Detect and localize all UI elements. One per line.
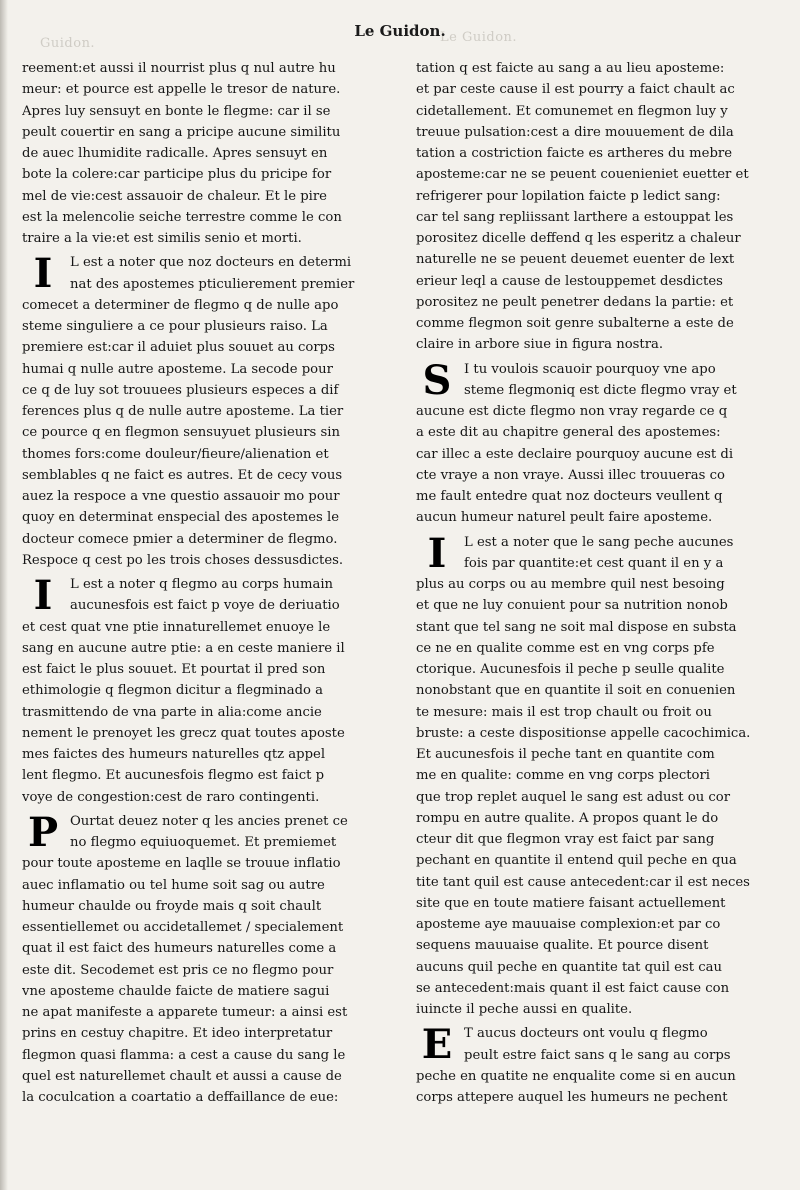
text-line: L est a noter que noz docteurs en determi bbox=[70, 255, 352, 271]
text-line: peult estre faict sans q le sang au corps bbox=[464, 1047, 731, 1063]
running-head: Le Guidon. bbox=[354, 22, 446, 40]
text-line: nonobstant que en quantite il soit en conuenien bbox=[416, 683, 736, 699]
text-line: et que ne luy conuient pour sa nutrition nonob bbox=[416, 598, 728, 614]
text-line: ethimologie q flegmon dicitur a flegminado a bbox=[22, 683, 324, 699]
drop-capital: I bbox=[33, 250, 53, 298]
bleed-through-text: Guidon. bbox=[40, 36, 96, 51]
text-line: traire a la vie:et est similis senio et morti. bbox=[22, 231, 302, 246]
text-line: thomes fors:come douleur/fieure/alienation et bbox=[22, 446, 329, 462]
text-line: aucune est dicte flegmo non vray regarde ce q bbox=[416, 404, 728, 419]
drop-capital: P bbox=[27, 808, 59, 856]
text-line: peult couertir en sang a pricipe aucune similitu bbox=[22, 124, 341, 140]
text-line: Ourtat deuez noter q les ancies prenet ce bbox=[70, 813, 348, 829]
text-line: se antecedent:mais quant il est faict cause con bbox=[416, 980, 730, 996]
text-line: humai q nulle autre aposteme. La secode pour bbox=[22, 361, 333, 377]
text-line: porositez dicelle deffend q les esperitz a chaleur bbox=[416, 231, 741, 246]
text-line: stant que tel sang ne soit mal dispose en substa bbox=[416, 619, 737, 635]
text-line: quat il est faict des humeurs naturelles come a bbox=[22, 941, 337, 957]
text-line: lent flegmo. Et aucunesfois flegmo est faict p bbox=[22, 768, 325, 784]
text-line: Apres luy sensuyt en bonte le flegme: car il se bbox=[22, 103, 331, 119]
text-line: no flegmo equiuoquemet. Et premiemet bbox=[70, 835, 337, 850]
text-line: comecet a determiner de flegmo q de nulle apo bbox=[22, 297, 339, 313]
text-line: T aucus docteurs ont voulu q flegmo bbox=[464, 1026, 708, 1042]
text-line: aposteme aye mauuaise complexion:et par co bbox=[416, 917, 721, 932]
text-line: est la melencolie seiche terrestre comme le con bbox=[22, 209, 342, 225]
text-line: treuue pulsation:cest a dire mouuement de dila bbox=[416, 124, 734, 140]
drop-capital: E bbox=[421, 1021, 453, 1069]
text-line: L est a noter que le sang peche aucunes bbox=[464, 534, 734, 550]
text-line: me en qualite: comme en vng corps plectori bbox=[416, 768, 711, 784]
text-line: L est a noter q flegmo au corps humain bbox=[70, 577, 334, 592]
right-text-column bbox=[416, 58, 782, 1111]
text-line: I tu voulois scauoir pourquoy vne apo bbox=[464, 361, 716, 377]
text-line: Et aucunesfois il peche tant en quantite com bbox=[416, 747, 715, 762]
text-line: ce pource q en flegmon sensuyuet plusieurs sin bbox=[22, 425, 340, 441]
left-text-column bbox=[22, 58, 388, 1111]
text-line: ce ne en qualite comme est en vng corps pfe bbox=[416, 640, 715, 656]
text-line: vne aposteme chaulde faicte de matiere sagui bbox=[22, 983, 330, 999]
paragraph-gap bbox=[416, 1108, 782, 1111]
text-line: car tel sang repliissant larthere a estouppat les bbox=[416, 209, 734, 225]
text-line: bruste: a ceste dispositionse appelle cacochimica. bbox=[416, 725, 751, 741]
text-line: aucuns quil peche en quantite tat quil est cau bbox=[416, 959, 722, 975]
text-line: auec inflamatio ou tel hume soit sag ou autre bbox=[22, 877, 325, 893]
text-line: quel est naturellemet chault et aussi a cause de bbox=[22, 1068, 342, 1084]
text-line: refrigerer pour lopilation faicte p ledict sang: bbox=[416, 188, 721, 204]
text-line: essentiellemet ou accidetallemet / specialement bbox=[22, 920, 344, 935]
text-line: quoy en determinat enspecial des apostemes le bbox=[22, 510, 340, 526]
bleed-through-text: Le Guidon. bbox=[440, 30, 518, 45]
text-line: bote la colere:car participe plus du pricipe for bbox=[22, 167, 332, 183]
text-line: comme flegmon soit genre subalterne a este de bbox=[416, 316, 734, 331]
text-line: et par ceste cause il est pourry a faict chault ac bbox=[416, 82, 735, 98]
text-line: et cest quat vne ptie innaturellemet enuoye le bbox=[22, 619, 331, 635]
text-line: mes faictes des humeurs naturelles qtz appel bbox=[22, 747, 326, 762]
text-line: ctorique. Aucunesfois il peche p seulle qualite bbox=[416, 662, 725, 677]
text-line: fois par quantite:et cest quant il en y a bbox=[464, 555, 724, 571]
text-line: que trop replet auquel le sang est adust ou cor bbox=[416, 789, 731, 805]
text-line: sequens mauuaise qualite. Et pource disent bbox=[416, 938, 709, 954]
text-line: reement:et aussi il nourrist plus q nul autre hu bbox=[22, 61, 336, 76]
text-line: flegmon quasi flamma: a cest a cause du sang le bbox=[22, 1047, 346, 1063]
text-line: docteur comece pmier a determiner de flegmo. bbox=[22, 531, 338, 547]
text-line: ne apat manifeste a apparete tumeur: a ainsi est bbox=[22, 1005, 348, 1020]
text-line: trasmittendo de vna parte in alia:come ancie bbox=[22, 704, 322, 720]
paragraph bbox=[22, 252, 388, 571]
text-line: voye de congestion:cest de raro contingenti. bbox=[22, 789, 320, 805]
text-line: Respoce q cest po les trois choses dessusdictes. bbox=[22, 552, 344, 568]
paragraph bbox=[416, 58, 782, 356]
text-line: te mesure: mais il est trop chault ou froit ou bbox=[416, 704, 712, 720]
text-line: tation a costriction faicte es artheres du mebre bbox=[416, 146, 733, 161]
text-line: este dit. Secodemet est pris ce no flegmo pour bbox=[22, 962, 334, 978]
text-line: humeur chaulde ou froyde mais q soit chault bbox=[22, 898, 322, 914]
text-line: corps attepere auquel les humeurs ne pechent bbox=[416, 1090, 728, 1105]
text-line: me fault entedre quat noz docteurs veullent q bbox=[416, 489, 723, 504]
drop-capital: S bbox=[422, 356, 452, 404]
page-edge-shadow bbox=[0, 0, 8, 1190]
text-line: ferences plus q de nulle autre aposteme. La tier bbox=[22, 404, 344, 419]
text-line: la coculcation a coartatio a deffaillance de eue: bbox=[22, 1090, 339, 1105]
text-line: pechant en quantite il entend quil peche en qua bbox=[416, 853, 737, 869]
text-line: cte vraye a non vraye. Aussi illec trouueras co bbox=[416, 467, 725, 483]
text-line: de auec lhumidite radicalle. Apres sensuyt en bbox=[22, 146, 328, 161]
text-line: plus au corps ou au membre quil nest besoing bbox=[416, 577, 725, 592]
text-line: tite tant quil est cause antecedent:car il est neces bbox=[416, 874, 750, 890]
text-line: site que en toute matiere faisant actuellement bbox=[416, 895, 726, 911]
text-line: cteur dit que flegmon vray est faict par sang bbox=[416, 832, 715, 847]
paragraph-gap bbox=[22, 1108, 388, 1111]
text-line: a este dit au chapitre general des apostemes: bbox=[416, 425, 721, 441]
text-line: ce q de luy sot trouuees plusieurs especes a dif bbox=[22, 382, 339, 398]
text-line: peche en quatite ne enqualite come si en aucun bbox=[416, 1068, 736, 1084]
text-line: porositez ne peult penetrer dedans la partie: et bbox=[416, 294, 734, 310]
drop-capital: I bbox=[427, 529, 447, 577]
text-line: cidetallement. Et comunemet en flegmon luy y bbox=[416, 103, 728, 119]
paragraph bbox=[416, 529, 782, 1021]
text-line: nement le prenoyet les grecz quat toutes aposte bbox=[22, 725, 345, 741]
text-line: rompu en autre qualite. A propos quant le do bbox=[416, 810, 719, 826]
text-line: semblables q ne faict es autres. Et de cecy vous bbox=[22, 467, 343, 483]
paragraph bbox=[416, 356, 782, 529]
text-line: tation q est faicte au sang a au lieu aposteme: bbox=[416, 61, 725, 76]
paragraph bbox=[22, 574, 388, 808]
text-line: steme singuliere a ce pour plusieurs raiso. La bbox=[22, 319, 328, 334]
text-line: aucun humeur naturel peult faire aposteme. bbox=[416, 510, 713, 526]
text-line: aposteme:car ne se peuent couenieniet euetter et bbox=[416, 167, 749, 183]
text-line: steme flegmoniq est dicte flegmo vray et bbox=[464, 382, 737, 398]
text-line: auez la respoce a vne questio assauoir mo pour bbox=[22, 489, 340, 504]
text-line: aucunesfois est faict p voye de deriuatio bbox=[70, 598, 340, 614]
text-line: sang en aucune autre ptie: a en ceste maniere il bbox=[22, 640, 345, 656]
text-line: prins en cestuy chapitre. Et ideo interpretatur bbox=[22, 1026, 333, 1042]
text-line: premiere est:car il aduiet plus souuet au corps bbox=[22, 340, 335, 356]
gutter-mark bbox=[398, 1120, 412, 1170]
drop-capital: I bbox=[33, 572, 53, 619]
text-line: pour toute aposteme en laqlle se trouue inflatio bbox=[22, 856, 341, 872]
paragraph bbox=[22, 58, 388, 249]
text-line: mel de vie:cest assauoir de chaleur. Et le pire bbox=[22, 188, 327, 204]
text-line: est faict le plus souuet. Et pourtat il pred son bbox=[22, 662, 326, 677]
text-line: iuincte il peche aussi en qualite. bbox=[416, 1002, 633, 1017]
text-line: claire in arbore siue in figura nostra. bbox=[416, 337, 664, 353]
text-line: meur: et pource est appelle le tresor de nature. bbox=[22, 82, 341, 98]
text-line: naturelle ne se peuent deuemet euenter de lext bbox=[416, 252, 735, 268]
paragraph bbox=[22, 808, 388, 1109]
paragraph bbox=[416, 1023, 782, 1108]
text-line: car illec a este declaire pourquoy aucune est di bbox=[416, 446, 734, 462]
text-line: nat des apostemes pticulierement premier bbox=[70, 276, 355, 292]
text-line: erieur leql a cause de lestouppemet desdictes bbox=[416, 273, 723, 289]
